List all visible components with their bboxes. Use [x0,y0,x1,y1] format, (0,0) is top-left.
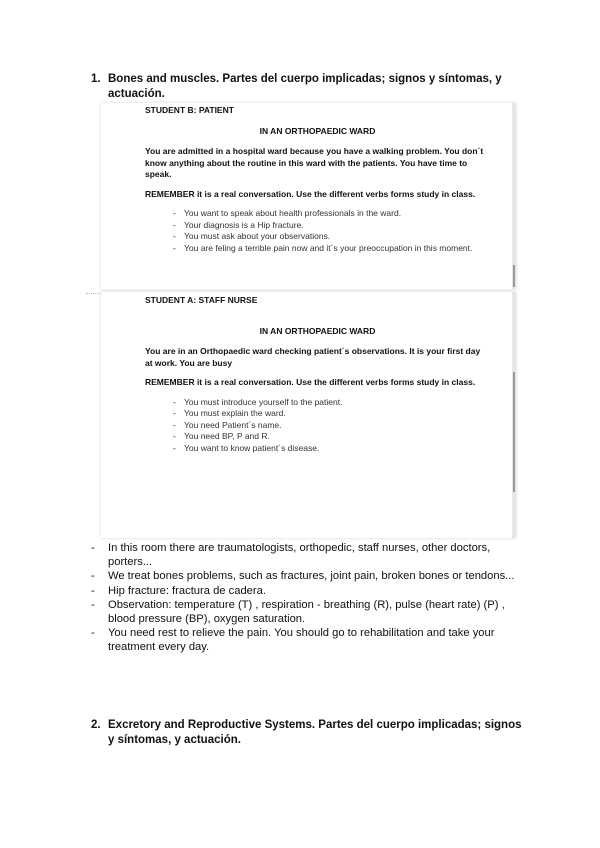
section-2-number: 2. [91,719,101,731]
section-2-title: Excretory and Reproductive Systems. Partes del cuerpo implicadas; signos y síntomas, y actuación. [108,719,522,746]
note-item: - You need rest to relieve the pain. You should go to rehabilitation and take your treatment every day. [91,627,521,654]
note-item: - Hip fracture: fractura de cadera. [91,585,521,599]
card-b-list [145,208,490,254]
note-item: - We treat bones problems, such as fractures, joint pain, broken bones or tendons... [91,570,521,584]
card-a-list [145,397,490,455]
card-a-role: STUDENT A: STAFF NURSE [145,295,258,305]
card-b-role: STUDENT B: PATIENT [145,105,234,115]
student-a-card [101,292,516,538]
list-item: - You need BP, P and R. [173,431,490,443]
card-b-paragraph: You are admitted in a hospital ward because you have a walking problem. You don´t know anything about the routine in this ward with the patients. You have time to speak. [145,146,484,179]
note-item: - Observation: temperature (T) , respiration - breathing (R), pulse (heart rate) (P) , blood pressure (BP), oxygen saturation. [91,599,521,626]
card-a-paragraph: You are in an Orthopaedic ward checking patient´s observations. It is your first day at work. You are busy [145,346,481,368]
list-item: - You must introduce yourself to the patient. [173,397,490,409]
notes-list [91,542,521,655]
section-2-heading [91,718,531,748]
list-item: - Your diagnosis is a Hip fracture. [173,220,490,232]
card-a-remember: REMEMBER it is a real conversation. Use the different verbs forms study in class. [145,377,476,387]
section-1-heading [91,72,531,102]
list-item: - You want to speak about health professionals in the ward. [173,208,490,220]
divider [86,293,100,294]
card-a-scrollbar[interactable] [512,292,516,538]
list-item: - You want to know patient´s disease. [173,443,490,455]
list-item: - You must ask about your observations. [173,231,490,243]
card-a-scroll-thumb[interactable] [513,372,515,492]
card-b-scrollbar[interactable] [512,103,516,289]
section-1-number: 1. [91,73,101,85]
card-b-remember: REMEMBER it is a real conversation. Use the different verbs forms study in class. [145,188,476,199]
list-item: - You are feling a terrible pain now and it´s your preoccupation in this moment. [173,243,490,255]
note-item: - In this room there are traumatologists, orthopedic, staff nurses, other doctors, porters... [91,542,521,569]
card-b-scroll-thumb[interactable] [513,265,515,287]
card-b-ward: IN AN ORTHOPAEDIC WARD [259,125,376,136]
student-b-card [101,103,516,289]
card-a-ward: IN AN ORTHOPAEDIC WARD [259,325,376,336]
list-item: - You must explain the ward. [173,408,490,420]
section-1-title: Bones and muscles. Partes del cuerpo implicadas; signos y síntomas, y actuación. [108,73,502,100]
list-item: - You need Patient´s name. [173,420,490,432]
